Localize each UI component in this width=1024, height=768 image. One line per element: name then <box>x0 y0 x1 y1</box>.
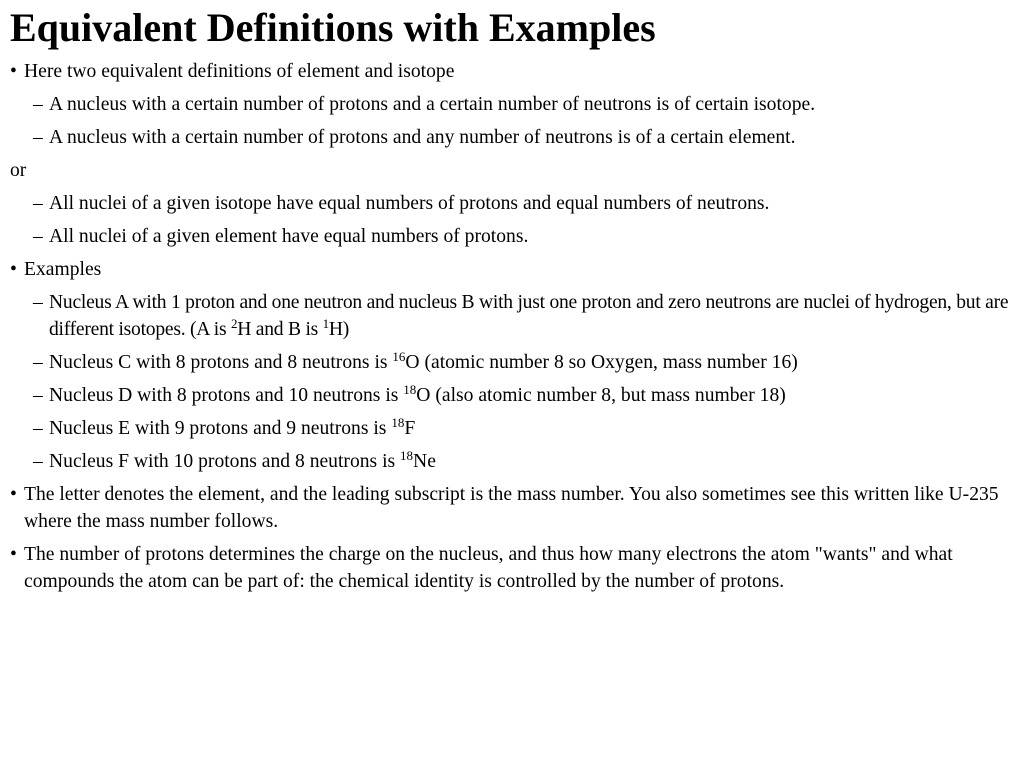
sub-item-def-isotope <box>0 91 1024 118</box>
sub-item-text: All nuclei of a given isotope have equal numbers of protons and equal numbers of neutrons. <box>49 193 770 214</box>
example-text: Nucleus E with 9 protons and 9 neutrons is <box>49 418 392 439</box>
example-text: H and B is <box>237 319 323 340</box>
bullet-text: Here two equivalent definitions of element and isotope <box>24 61 455 82</box>
mass-number: 18 <box>403 382 417 397</box>
mass-number: 18 <box>400 448 414 463</box>
dash-mark: – <box>33 385 43 406</box>
slide-title: Equivalent Definitions with Examples <box>10 5 656 50</box>
sub-item-def-element <box>0 124 1024 151</box>
mass-number: 18 <box>391 415 405 430</box>
example-c <box>0 349 1024 376</box>
dash-mark: – <box>33 127 43 148</box>
dash-mark: – <box>33 451 43 472</box>
slide-content <box>0 58 1024 601</box>
bullet-protons <box>0 541 1024 595</box>
sub-item-alt-element <box>0 223 1024 250</box>
example-text: H) <box>328 319 350 340</box>
mass-number: 1 <box>322 316 329 331</box>
bullet-examples <box>0 256 1024 283</box>
example-a-b <box>0 289 1024 343</box>
example-text: Ne <box>413 451 436 472</box>
mass-number: 16 <box>392 349 406 364</box>
bullet-mark: • <box>10 61 17 82</box>
bullet-mark: • <box>10 544 17 565</box>
example-text: Nucleus C with 8 protons and 8 neutrons is <box>49 352 393 373</box>
example-text: Nucleus F with 10 protons and 8 neutrons is <box>49 451 401 472</box>
bullet-text: Examples <box>24 259 102 280</box>
dash-mark: – <box>33 418 43 439</box>
example-e <box>0 415 1024 442</box>
mass-number: 2 <box>230 316 238 331</box>
dash-mark: – <box>33 193 43 214</box>
dash-mark: – <box>33 292 43 313</box>
bullet-intro <box>0 58 1024 85</box>
bullet-mark: • <box>10 484 17 505</box>
bullet-text: The number of protons determines the charge on the nucleus, and thus how many electrons the atom "wants" and what compounds the atom can be part of: the chemical identity is controlled by the number of protons. <box>24 544 953 592</box>
example-text: O (also atomic number 8, but mass number 18) <box>416 385 786 406</box>
bullet-text: The letter denotes the element, and the leading subscript is the mass number. You also sometimes see this written like U-235 where the mass number follows. <box>24 484 999 532</box>
example-text: O (atomic number 8 so Oxygen, mass number 16) <box>405 352 798 373</box>
example-text: F <box>404 418 416 439</box>
example-text: Nucleus D with 8 protons and 10 neutrons is <box>49 385 404 406</box>
example-f <box>0 448 1024 475</box>
bullet-notation <box>0 481 1024 535</box>
sub-item-text: All nuclei of a given element have equal numbers of protons. <box>49 226 529 247</box>
dash-mark: – <box>33 352 43 373</box>
sub-item-text: A nucleus with a certain number of protons and a certain number of neutrons is of certain isotope. <box>49 94 816 115</box>
or-separator: or <box>10 160 27 181</box>
dash-mark: – <box>33 94 43 115</box>
bullet-mark: • <box>10 259 17 280</box>
sub-item-text: A nucleus with a certain number of protons and any number of neutrons is of a certain element. <box>49 127 796 148</box>
dash-mark: – <box>33 226 43 247</box>
sub-item-alt-isotope <box>0 190 1024 217</box>
example-d <box>0 382 1024 409</box>
example-text: Nucleus A with 1 proton and one neutron and nucleus B with just one proton and zero neutrons are nuclei of hydrogen, but are different isotopes. (A is <box>49 292 1009 340</box>
